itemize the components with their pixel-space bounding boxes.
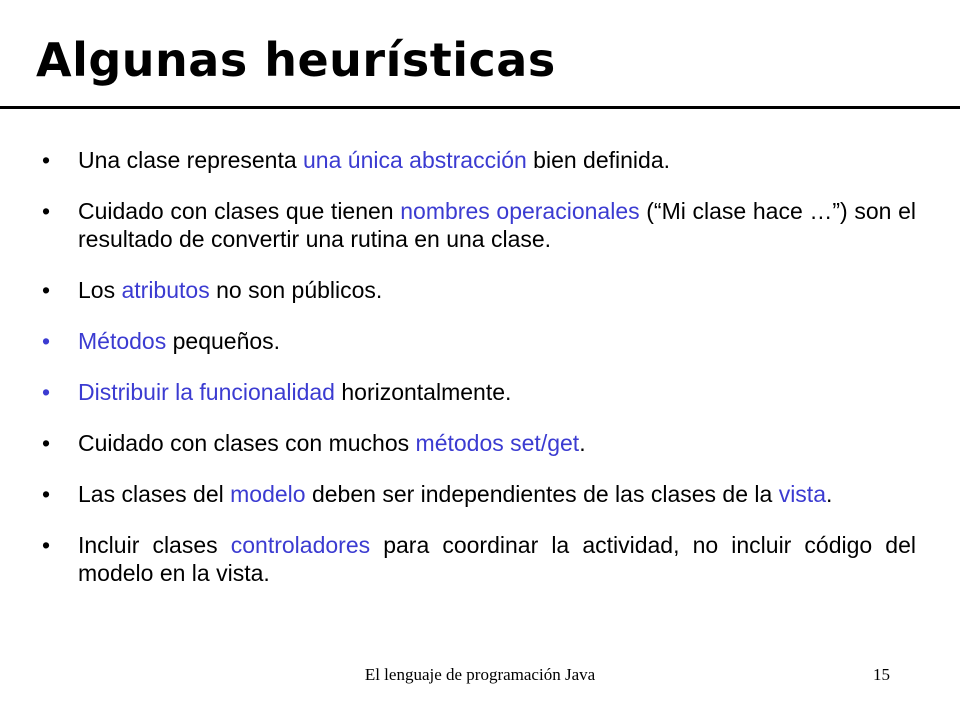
bullet-item [42,276,916,304]
highlighted-term: modelo [230,481,306,507]
bullet-text: . [825,481,833,507]
page-number: 15 [873,665,890,684]
bullet-text: Los [78,277,122,303]
highlighted-term: atributos [121,277,210,303]
bullet-text: pequeños. [166,328,281,354]
bullet-item [42,146,916,174]
bullet-item [42,378,916,406]
bullet-text: (“Mi clase hace …”) son el resultado de convertir una rutina en una clase. [78,198,916,252]
bullet-dot-icon: • [42,481,51,507]
bullet-dot-icon: • [42,532,51,558]
highlighted-term: vista [778,481,826,507]
highlighted-term: Métodos [78,328,167,354]
bullet-text: para coordinar la actividad, no incluir código del modelo en la vista. [78,532,917,586]
bullet-dot-icon: • [42,277,51,303]
highlighted-term: una única abstracción [303,147,527,173]
bullet-list [42,146,916,610]
bullet-dot-icon: • [42,147,51,173]
bullet-dot-icon: • [42,379,51,405]
bullet-text: . [579,430,586,456]
bullet-text: Incluir clases [78,532,231,558]
bullet-item [42,327,916,355]
bullet-text: deben ser independientes de las clases de la [305,481,779,507]
highlighted-term: nombres operacionales [400,198,640,224]
highlighted-term: Distribuir la funcionalidad [78,379,335,405]
bullet-item [42,429,916,457]
bullet-text: Cuidado con clases que tienen [78,198,401,224]
bullet-dot-icon: • [42,328,51,354]
highlighted-term: controladores [230,532,371,558]
bullet-text: Cuidado con clases con muchos [78,430,416,456]
bullet-text: no son públicos. [209,277,383,303]
bullet-text: bien definida. [526,147,671,173]
title-underline [0,106,960,109]
bullet-item [42,531,916,587]
bullet-dot-icon: • [42,198,51,224]
bullet-item [42,197,916,253]
footer-title: El lenguaje de programación Java [364,665,596,684]
highlighted-term: métodos set/get [415,430,580,456]
bullet-text: Una clase representa [78,147,304,173]
bullet-dot-icon: • [42,430,51,456]
bullet-text: Las clases del [78,481,231,507]
bullet-text: horizontalmente. [334,379,512,405]
bullet-item [42,480,916,508]
slide-title: Algunas heurísticas [36,33,556,87]
